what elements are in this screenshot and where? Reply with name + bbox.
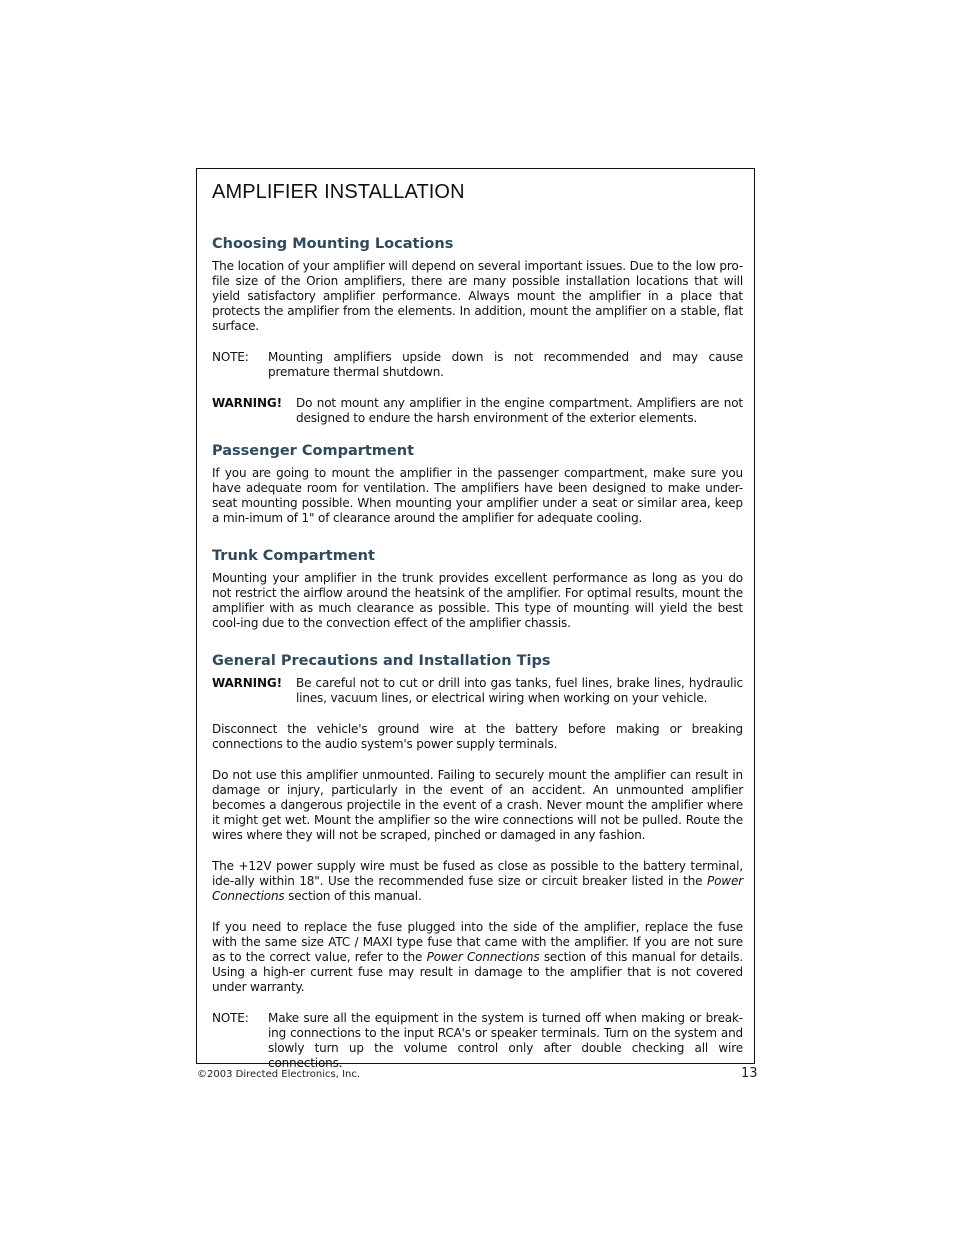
precautions-paragraph-4 [212,920,743,995]
emphasis-power-connections: Power Connections [426,950,540,964]
precautions-note [212,1011,743,1071]
section-heading-precautions: General Precautions and Installation Tips [212,653,551,669]
precautions-paragraph-1: Disconnect the vehicle's ground wire at the battery before making or breaking connections to the audio system's power supply terminals. [212,722,743,751]
precautions-paragraph-3 [212,859,743,904]
emphasis-power-connections: Power Connections [212,874,743,903]
page-content [212,179,743,1087]
precautions-paragraph-2: Do not use this amplifier unmounted. Failing to securely mount the amplifier can result in damage or injury, particularly in the event of an accident. An unmounted amplifier becomes a dangerous projectile in the event of a crash. Never mount the amplifier where it might get wet. Mount the amplifier so the wire connections will not be pulled. Route the wires where they will not be scraped, pinched or damaged in any fashion. [212,768,743,842]
footer-page-number: 13 [741,1066,758,1081]
mounting-note [212,350,743,380]
trunk-paragraph: Mounting your amplifier in the trunk provides excellent performance as long as you do not restrict the airflow around the heatsink of the amplifier. For optimal results, mount the amplifier with as much clearance as possible. This type of mounting will yield the best cool-ing due to the convection effect of the amplifier chassis. [212,571,743,630]
warning-label: WARNING! [212,396,282,410]
content-frame [196,168,755,1070]
note-label: NOTE: [212,350,249,364]
text-run: The +12V power supply wire must be fused as close as possible to the battery terminal, ide-ally within 18". Use the recommended fuse size or circuit breaker listed in the [212,859,743,888]
warning-text: Do not mount any amplifier in the engine compartment. Amplifiers are not designed to endure the harsh environment of the exterior elements. [296,396,743,425]
footer-copyright: ©2003 Directed Electronics, Inc. [197,1069,361,1080]
text-run: section of this manual for details. Using a high-er current fuse may result in damage to the amplifier that is not covered under warranty. [212,950,744,994]
warning-label: WARNING! [212,676,282,690]
text-run: If you need to replace the fuse plugged into the side of the amplifier, replace the fuse with the same size ATC / MAXI type fuse that came with the amplifier. If you are not sure as to the correct value, refer to the [212,920,743,964]
note-label: NOTE: [212,1011,249,1025]
passenger-paragraph: If you are going to mount the amplifier in the passenger compartment, make sure you have adequate room for ventilation. The amplifiers have been designed to make under-seat mounting possible. When mounting your amplifier under a seat or similar area, keep a min-imum of 1" of clearance around the amplifier for adequate cooling. [212,466,743,525]
precautions-warning [212,676,743,706]
mounting-warning [212,396,743,426]
note-text: Make sure all the equipment in the system is turned off when making or break-ing connections to the input RCA's or speaker terminals. Turn on the system and slowly turn up the volume control only after double checking all wire connections. [268,1011,743,1070]
mounting-paragraph: The location of your amplifier will depend on several important issues. Due to the low pro-file size of the Orion amplifiers, there are many possible installation locations that will yield satisfactory amplifier performance. Always mount the amplifier in a place that protects the amplifier from the elements. In addition, mount the amplifier on a stable, flat surface. [212,259,743,333]
section-heading-passenger: Passenger Compartment [212,443,415,459]
section-heading-mounting: Choosing Mounting Locations [212,236,454,252]
section-heading-trunk: Trunk Compartment [212,548,375,564]
text-run: section of this manual. [284,889,422,903]
note-text: Mounting amplifiers upside down is not recommended and may cause premature thermal shutdown. [268,350,743,379]
page-title: AMPLIFIER INSTALLATION [212,181,465,203]
warning-text: Be careful not to cut or drill into gas tanks, fuel lines, brake lines, hydraulic lines, vacuum lines, or electrical wiring when working on your vehicle. [296,676,743,705]
